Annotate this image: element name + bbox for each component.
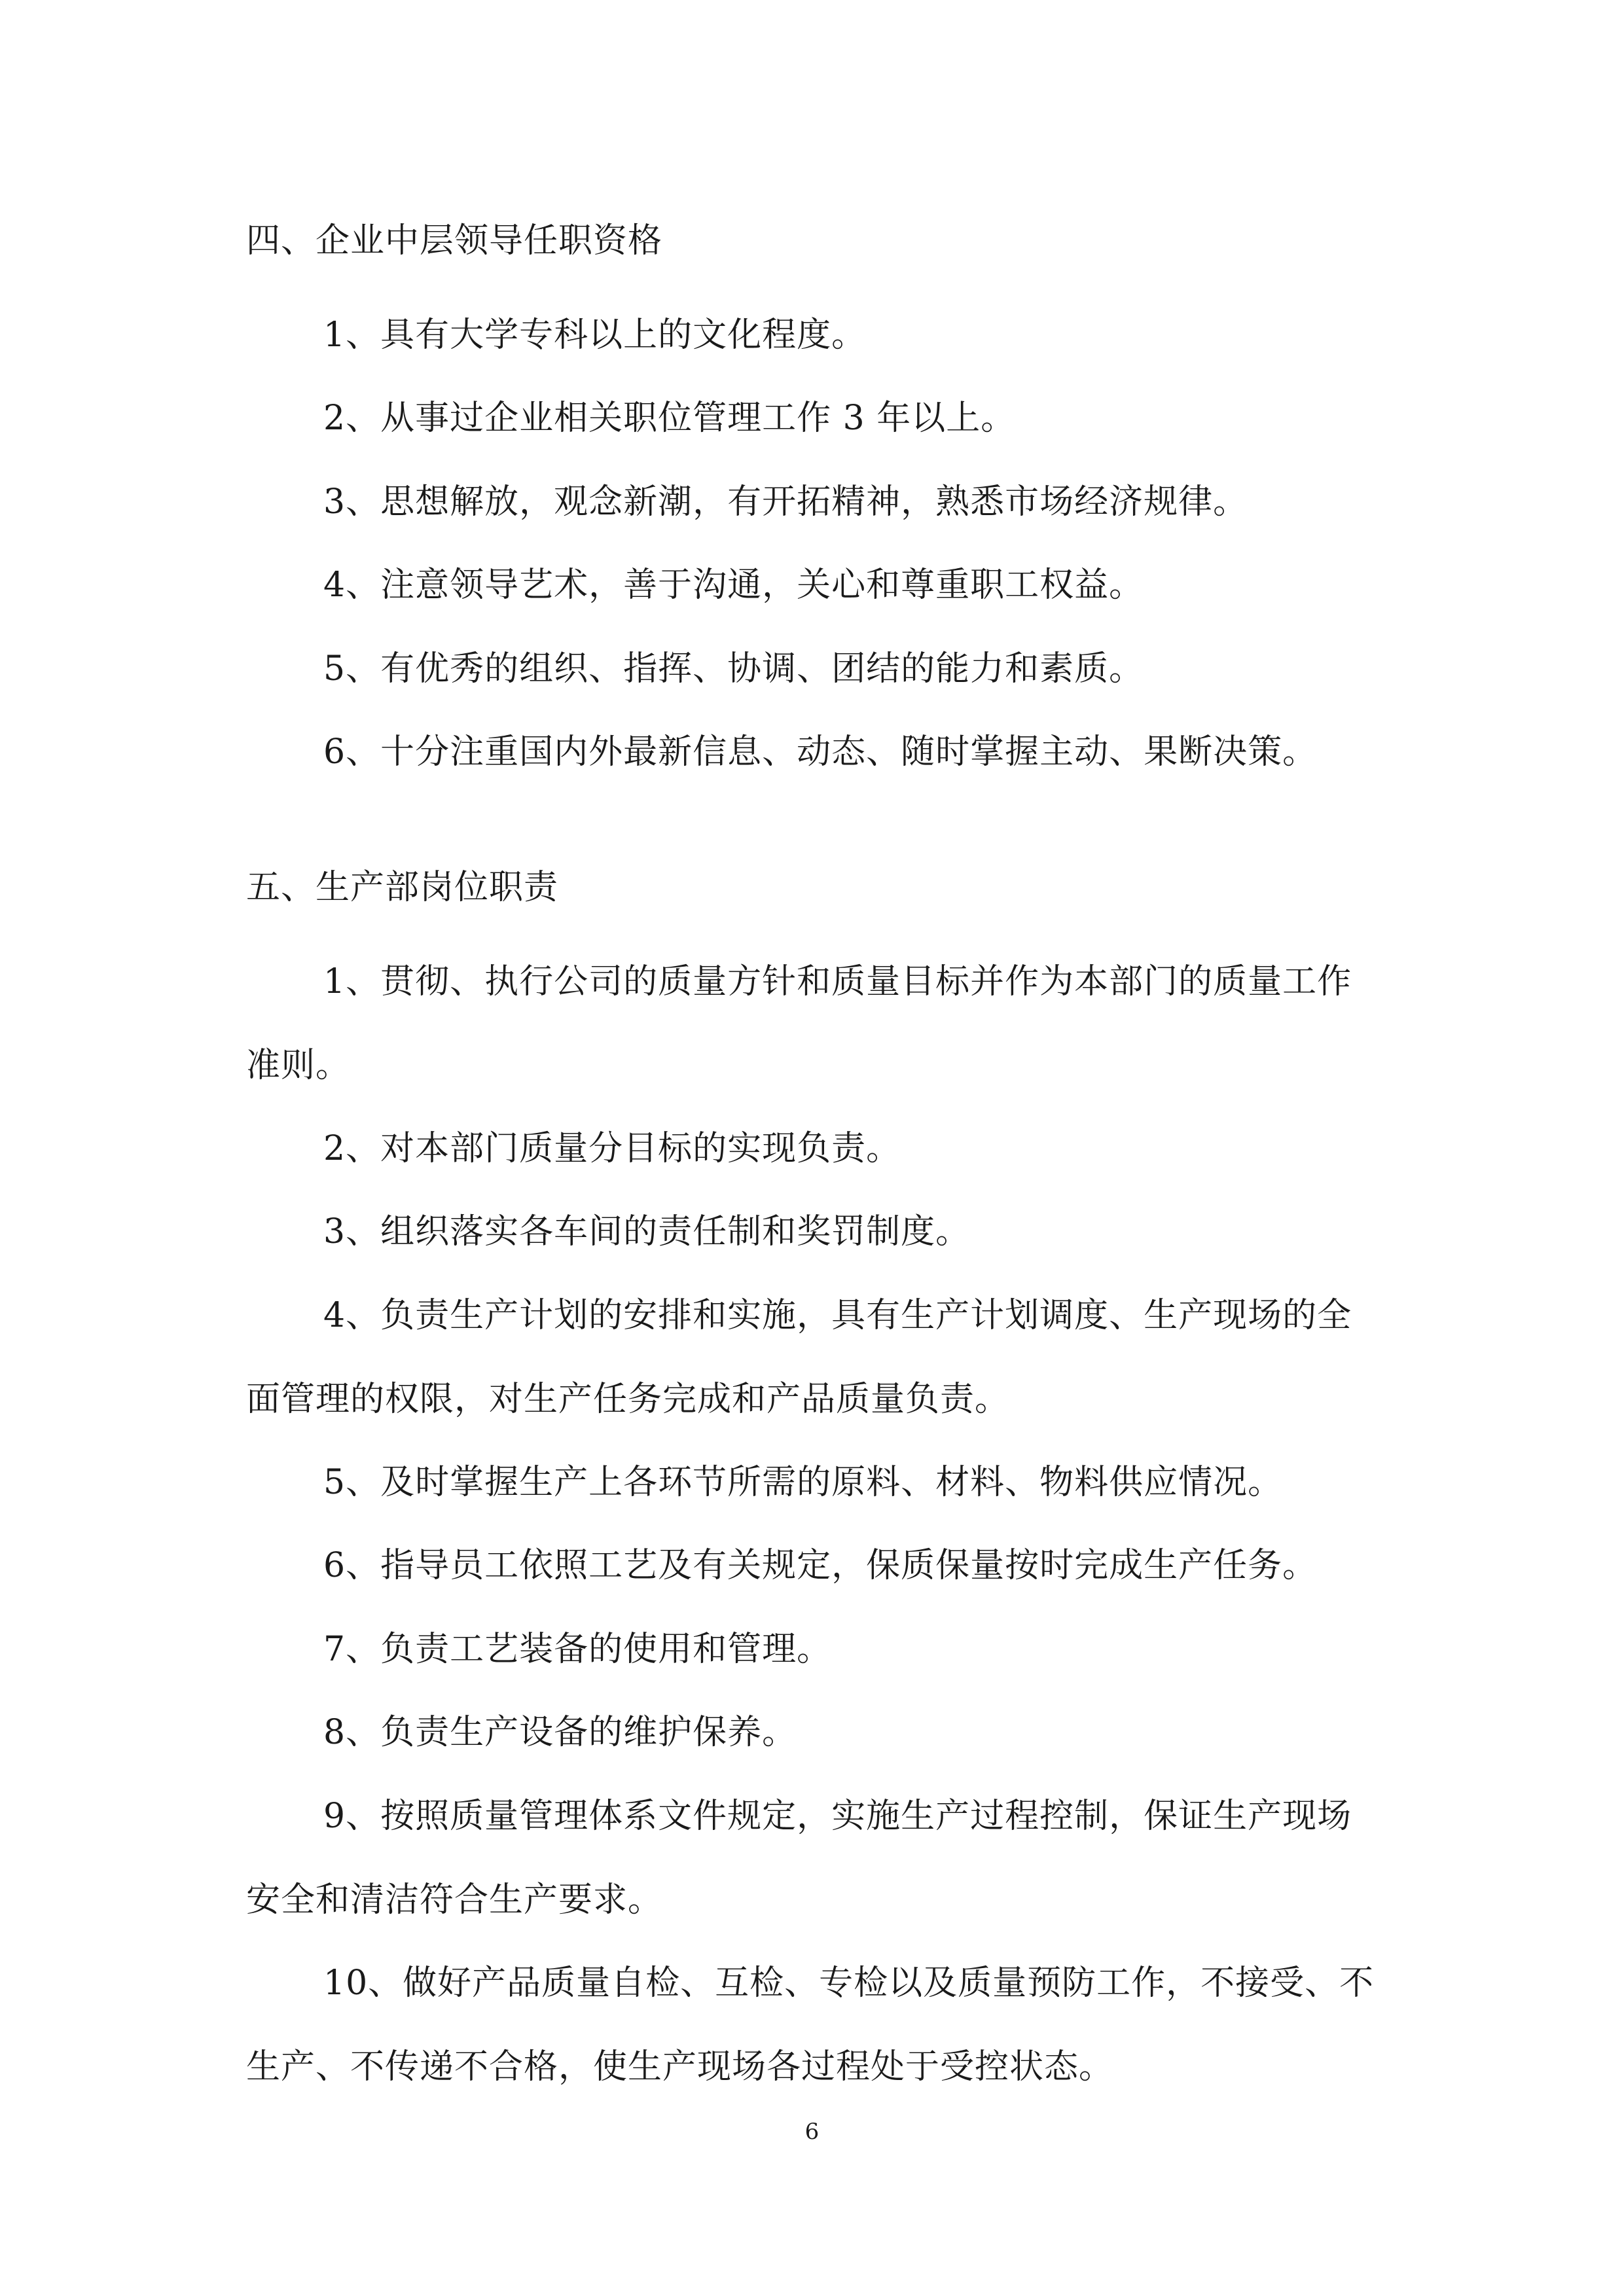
section-5-item-2: 2、对本部门质量分目标的实现负责。 xyxy=(323,1129,901,1168)
section-5-item-10: 10、做好产品质量自检、互检、专检以及质量预防工作，不接受、不生产、不传递不合格，使生产现场各过程处于受控状态。 xyxy=(246,1964,1375,2087)
section-4-item-5: 5、有优秀的组织、指挥、协调、团结的能力和素质。 xyxy=(323,649,1144,689)
section-5-item-9: 9、按照质量管理体系文件规定，实施生产过程控制，保证生产现场安全和清洁符合生产要求。 xyxy=(246,1797,1352,1920)
section-5-item-5: 5、及时掌握生产上各环节所需的原料、材料、物料供应情况。 xyxy=(323,1463,1283,1502)
section-5-item-7: 7、负责工艺装备的使用和管理。 xyxy=(323,1630,832,1669)
section-5-item-4: 4、负责生产计划的安排和实施，具有生产计划调度、生产现场的全面管理的权限，对生产任务完成和产品质量负责。 xyxy=(246,1296,1352,1419)
section-5-item-1: 1、贯彻、执行公司的质量方针和质量目标并作为本部门的质量工作准则。 xyxy=(246,962,1352,1085)
section-5-item-3: 3、组织落实各车间的责任制和奖罚制度。 xyxy=(323,1212,971,1251)
page-number: 6 xyxy=(804,2119,820,2145)
section-4-item-4: 4、注意领导艺术，善于沟通，关心和尊重职工权益。 xyxy=(323,565,1144,605)
section-4-item-2: 2、从事过企业相关职位管理工作 3 年以上。 xyxy=(323,399,1016,438)
section-4-item-1: 1、具有大学专科以上的文化程度。 xyxy=(323,315,867,355)
section-5-item-8: 8、负责生产设备的维护保养。 xyxy=(323,1713,797,1752)
section-5-item-6: 6、指导员工依照工艺及有关规定，保质保量按时完成生产任务。 xyxy=(323,1546,1318,1585)
section-4-heading: 四、企业中层领导任职资格 xyxy=(246,221,663,260)
section-4-item-6: 6、十分注重国内外最新信息、动态、随时掌握主动、果断决策。 xyxy=(323,732,1318,772)
section-5-heading: 五、生产部岗位职责 xyxy=(246,868,559,907)
section-4-item-3: 3、思想解放，观念新潮，有开拓精神，熟悉市场经济规律。 xyxy=(323,482,1248,522)
